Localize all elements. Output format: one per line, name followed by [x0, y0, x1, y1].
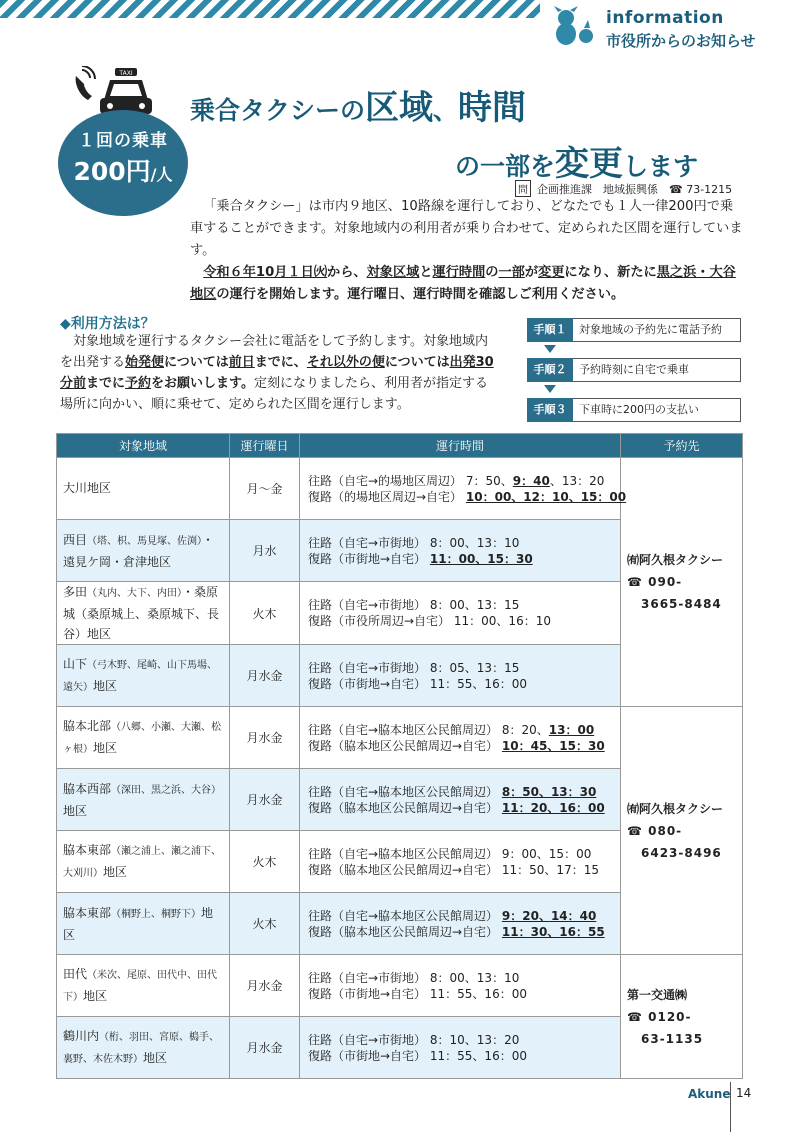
- outbound-times: 8：00、13：10: [429, 970, 520, 985]
- area-subareas: （八郷、小瀬、大瀬、松ヶ根）: [63, 721, 222, 755]
- outbound-line: [308, 597, 620, 613]
- area-name: 脇本東部: [63, 842, 112, 857]
- return-times: 11：55、16：00: [429, 1048, 527, 1063]
- title-segment: 変更: [555, 144, 624, 184]
- intro-seg: 運行時間: [432, 265, 486, 280]
- step-text: 対象地域の予約先に電話予約: [573, 318, 741, 342]
- header-reservation: 予約先: [621, 434, 743, 458]
- header-stripe: [0, 0, 540, 18]
- schedule-table: [56, 433, 743, 1079]
- outbound-times: 8：05、13：15: [429, 660, 520, 675]
- fare-badge: [58, 110, 188, 216]
- return-label: 復路（脇本地区公民館周辺→自宅）: [308, 862, 499, 877]
- day-cell: 月水金: [230, 1017, 300, 1079]
- intro-seg: 対象区域: [366, 265, 420, 280]
- outbound-changed-times: 13：00: [548, 722, 595, 737]
- outbound-line: [308, 473, 620, 489]
- intro-seg: の: [485, 265, 499, 280]
- day-cell: 火木: [230, 893, 300, 955]
- return-changed-times: 11：20、16：00: [501, 800, 605, 815]
- table-row: [57, 458, 743, 520]
- outbound-changed-times: 8：50、13：30: [501, 784, 597, 799]
- usage-seg: については: [164, 355, 229, 370]
- phone-number: 3665-8484: [641, 597, 722, 611]
- outbound-label: 往路（自宅→脇本地区公民館周辺）: [308, 908, 499, 923]
- return-label: 復路（脇本地区公民館周辺→自宅）: [308, 924, 499, 939]
- header-area: 対象地域: [57, 434, 230, 458]
- usage-seg: までに: [86, 376, 126, 391]
- area-cell: [57, 1017, 230, 1079]
- title-segment: 乗合タクシーの: [190, 96, 366, 125]
- step-label: 手順２: [527, 358, 573, 382]
- usage-text: [60, 331, 500, 415]
- area-tail: 地区: [143, 1050, 168, 1065]
- company-name: ㈲阿久根タクシー: [627, 801, 724, 816]
- time-cell: [300, 520, 621, 582]
- area-name: 脇本北部: [63, 718, 112, 733]
- outbound-times: 9：00、15：00: [501, 846, 592, 861]
- table-header-row: [57, 434, 743, 458]
- area-subareas: （弓木野、尾崎、山下馬場、遠矢）: [63, 659, 218, 693]
- usage-seg: については: [384, 355, 450, 370]
- time-cell: [300, 893, 621, 955]
- outbound-times: 8：00、13：15: [429, 598, 520, 612]
- area-subareas: （深田、黒之浜、大谷）: [111, 784, 222, 796]
- outbound-label: 往路（自宅→市街地）: [308, 598, 427, 612]
- step-2: [527, 358, 741, 382]
- time-cell: [300, 458, 627, 520]
- company-name: ㈲阿久根タクシー: [627, 553, 724, 567]
- outbound-times: 8：20、: [501, 722, 549, 737]
- return-times: 11：00、16：10: [453, 614, 551, 628]
- outbound-changed-times: 9：40: [512, 473, 550, 488]
- table-row: [57, 955, 743, 1017]
- time-cell: [300, 769, 621, 831]
- title-segment: 区域: [365, 88, 434, 128]
- area-tail: ・遠見ケ岡・倉津地区: [63, 532, 215, 569]
- intro-paragraph-2: [190, 262, 745, 306]
- area-cell: [57, 645, 230, 707]
- return-label: 復路（市街地→自宅）: [308, 676, 427, 691]
- return-label: 復路（市街地→自宅）: [308, 1048, 427, 1063]
- area-tail: 地区: [63, 803, 88, 818]
- return-line: [308, 613, 620, 629]
- outbound-line: [308, 846, 620, 862]
- area-cell: [57, 769, 230, 831]
- area-subareas: （桁、羽田、宮原、槝手、裏野、木佐木野）: [63, 1031, 220, 1065]
- return-times: 11：50、17：15: [501, 862, 599, 877]
- outbound-line: [308, 660, 620, 676]
- return-label: 復路（市街地→自宅）: [308, 551, 427, 566]
- table-body: [57, 458, 743, 1079]
- reservation-cell: [621, 955, 743, 1079]
- return-line: [308, 738, 620, 754]
- day-cell: 月水金: [230, 769, 300, 831]
- title-segment: 、: [433, 96, 459, 125]
- return-times: 11：55、16：00: [429, 986, 527, 1001]
- reservation-cell: [621, 707, 743, 955]
- return-line: [308, 800, 620, 816]
- outbound-label: 往路（自宅→市街地）: [308, 970, 427, 985]
- contact-dept: 企画推進課 地域振興係: [537, 183, 658, 196]
- step-text: 下車時に200円の支払い: [573, 398, 741, 422]
- day-cell: 月水: [230, 520, 300, 582]
- usage-seg: をお願いします。: [151, 376, 255, 391]
- area-tail: 地区: [93, 740, 118, 755]
- area-cell: [57, 458, 230, 520]
- phone-prefix: ☎ 080-: [627, 823, 683, 838]
- header-day: 運行曜日: [230, 434, 300, 458]
- table-row: [57, 707, 743, 769]
- day-cell: 火木: [230, 831, 300, 893]
- intro-seg: になり、新たに: [564, 265, 657, 280]
- outbound-line: [308, 970, 620, 986]
- return-changed-times: 10：45、15：30: [501, 738, 605, 753]
- outbound-times: 7：50、: [465, 473, 513, 488]
- outbound-line: [308, 722, 620, 738]
- mascot-icon: [548, 6, 598, 48]
- outbound-label: 往路（自宅→市街地）: [308, 1032, 427, 1047]
- area-subareas: （米次、尾原、田代中、田代下）: [63, 969, 218, 1003]
- area-name: 田代: [63, 966, 88, 981]
- contact-info: [515, 180, 732, 197]
- usage-seg: 前日: [228, 355, 255, 370]
- step-text: 予約時刻に自宅で乗車: [573, 358, 741, 382]
- footer-divider: [730, 1082, 731, 1132]
- badge-ride-label: １回の乗車: [78, 131, 168, 151]
- intro-seg: から、: [327, 265, 367, 280]
- step-1: [527, 318, 741, 342]
- area-tail: 地区: [83, 988, 108, 1003]
- arrow-down-icon: [544, 345, 556, 353]
- return-changed-times: 11：30、16：55: [501, 924, 605, 939]
- area-name: 山下: [63, 656, 88, 671]
- arrow-down-icon: [544, 385, 556, 393]
- area-name: 大川地区: [63, 480, 112, 495]
- area-subareas: （桐野上、桐野下）: [111, 908, 202, 920]
- intro-seg: 変更: [538, 265, 565, 280]
- page-title-line1: [190, 80, 526, 129]
- phone-prefix: ☎ 0120-: [627, 1009, 692, 1024]
- area-name: 脇本東部: [63, 905, 112, 920]
- area-cell: [57, 707, 230, 769]
- return-line: [308, 551, 620, 567]
- return-line: [308, 489, 627, 505]
- area-cell: [57, 582, 230, 645]
- page-number: 14: [736, 1086, 752, 1100]
- inquiry-mark: 問: [515, 180, 531, 197]
- badge-price: [58, 152, 188, 188]
- intro-seg: が: [524, 265, 539, 280]
- area-subareas: （塔、枳、馬見塚、佐渕）: [87, 535, 203, 547]
- area-name: 多田: [63, 585, 88, 599]
- area-cell: [57, 831, 230, 893]
- return-changed-times: 11：00、15：30: [429, 551, 533, 566]
- badge-price-value: 200円: [73, 157, 151, 186]
- usage-seg: 出発30分前: [60, 355, 494, 391]
- day-cell: 月水金: [230, 645, 300, 707]
- return-line: [308, 924, 620, 940]
- intro-text: [190, 196, 745, 306]
- header-info-jp: 市役所からのお知らせ: [606, 32, 756, 50]
- area-cell: [57, 955, 230, 1017]
- time-cell: [300, 707, 621, 769]
- usage-seg: までに、: [254, 355, 307, 370]
- return-label: 復路（市街地→自宅）: [308, 986, 427, 1001]
- return-line: [308, 1048, 620, 1064]
- time-cell: [300, 582, 621, 645]
- usage-seg: 定刻になりましたら、利用者が指定する場所に向かい、順に乗せて、定められた区間を運行します。: [60, 376, 489, 412]
- return-times: 11：55、16：00: [429, 676, 527, 691]
- outbound-label: 往路（自宅→脇本地区公民館周辺）: [308, 722, 499, 737]
- step-3: [527, 398, 741, 422]
- outbound-label: 往路（自宅→的場地区周辺）: [308, 473, 463, 488]
- usage-heading: ◆利用方法は？: [60, 316, 155, 332]
- return-changed-times: 10：00、12：10、15：00: [465, 489, 627, 504]
- phone-number: 6423-8496: [641, 845, 722, 860]
- header-time: 運行時間: [300, 434, 621, 458]
- intro-paragraph-1: 「乗合タクシー」は市内９地区、10路線を運行しており、どなたでも１人一律200円で乗車することができます。対象地域内の利用者が乗り合わせて、定められた区間を運行しています。: [190, 199, 743, 258]
- area-name: 鶴川内: [63, 1028, 100, 1043]
- outbound-changed-times: 9：20、14：40: [501, 908, 597, 923]
- badge-per-person: /人: [150, 165, 173, 184]
- title-segment: します: [623, 152, 699, 181]
- intro-seg: の運行を開始します。運行曜日、運行時間を確認しご利用ください。: [216, 287, 625, 302]
- outbound-times: 8：10、13：20: [429, 1032, 520, 1047]
- return-label: 復路（市役所周辺→自宅）: [308, 614, 451, 628]
- area-name: 脇本西部: [63, 781, 112, 796]
- area-tail: 地区: [93, 678, 118, 693]
- intro-seg: 一部: [498, 265, 525, 280]
- page-title-line2: [455, 136, 698, 185]
- day-cell: 月～金: [230, 458, 300, 520]
- day-cell: 月水金: [230, 707, 300, 769]
- area-name: 西目: [63, 532, 88, 547]
- return-label: 復路（的場地区周辺→自宅）: [308, 489, 463, 504]
- time-cell: [300, 1017, 621, 1079]
- outbound-label: 往路（自宅→市街地）: [308, 535, 427, 550]
- area-subareas: （丸内、大下、内田）: [87, 588, 183, 599]
- contact-tel: ☎ 73-1215: [669, 183, 733, 196]
- area-cell: [57, 520, 230, 582]
- intro-seg: と: [419, 265, 433, 280]
- step-label: 手順１: [527, 318, 573, 342]
- outbound-label: 往路（自宅→脇本地区公民館周辺）: [308, 846, 499, 861]
- phone-prefix: ☎ 090-: [627, 575, 683, 589]
- usage-seg: 始発便: [125, 355, 165, 370]
- return-line: [308, 676, 620, 692]
- return-line: [308, 862, 620, 878]
- outbound-line: [308, 535, 620, 551]
- time-cell: [300, 955, 621, 1017]
- area-tail: 地区: [103, 864, 128, 879]
- area-subareas: （瀬之浦上、瀬之浦下、大刈川）: [63, 845, 222, 879]
- taxi-sign: TAXI: [119, 70, 133, 77]
- title-segment: の一部を: [455, 152, 556, 181]
- day-cell: 火木: [230, 582, 300, 645]
- steps-list: [527, 318, 741, 438]
- usage-seg: それ以外の便: [306, 355, 385, 370]
- reservation-cell: [621, 458, 743, 707]
- area-tail: 地区: [63, 905, 214, 942]
- intro-seg: 黒之浜・大谷地区: [190, 265, 736, 302]
- return-label: 復路（脇本地区公民館周辺→自宅）: [308, 800, 499, 815]
- day-cell: 月水金: [230, 955, 300, 1017]
- usage-seg: 予約: [125, 376, 152, 391]
- time-cell: [300, 645, 621, 707]
- time-cell: [300, 831, 621, 893]
- area-tail: ・桑原城（桑原城上、桑原城下、長谷）地区: [63, 585, 220, 641]
- outbound-times: 8：00、13：10: [429, 535, 520, 550]
- footer-logo: Akune: [688, 1087, 731, 1101]
- intro-date: 令和６年10月１日㈫: [203, 265, 328, 280]
- return-label: 復路（脇本地区公民館周辺→自宅）: [308, 738, 499, 753]
- step-label: 手順３: [527, 398, 573, 422]
- area-cell: [57, 893, 230, 955]
- outbound-line: [308, 1032, 620, 1048]
- outbound-times-rest: 、13：20: [549, 473, 605, 488]
- outbound-label: 往路（自宅→脇本地区公民館周辺）: [308, 784, 499, 799]
- company-name: 第一交通㈱: [627, 987, 688, 1002]
- outbound-line: [308, 908, 620, 924]
- outbound-line: [308, 784, 620, 800]
- usage-seg: 対象地域を運行するタクシー会社に電話をして予約します。対象地域内を出発する: [60, 334, 488, 370]
- header-info-en: information: [606, 8, 724, 28]
- outbound-label: 往路（自宅→市街地）: [308, 660, 427, 675]
- return-line: [308, 986, 620, 1002]
- title-segment: 時間: [458, 88, 527, 128]
- phone-number: 63-1135: [641, 1031, 704, 1046]
